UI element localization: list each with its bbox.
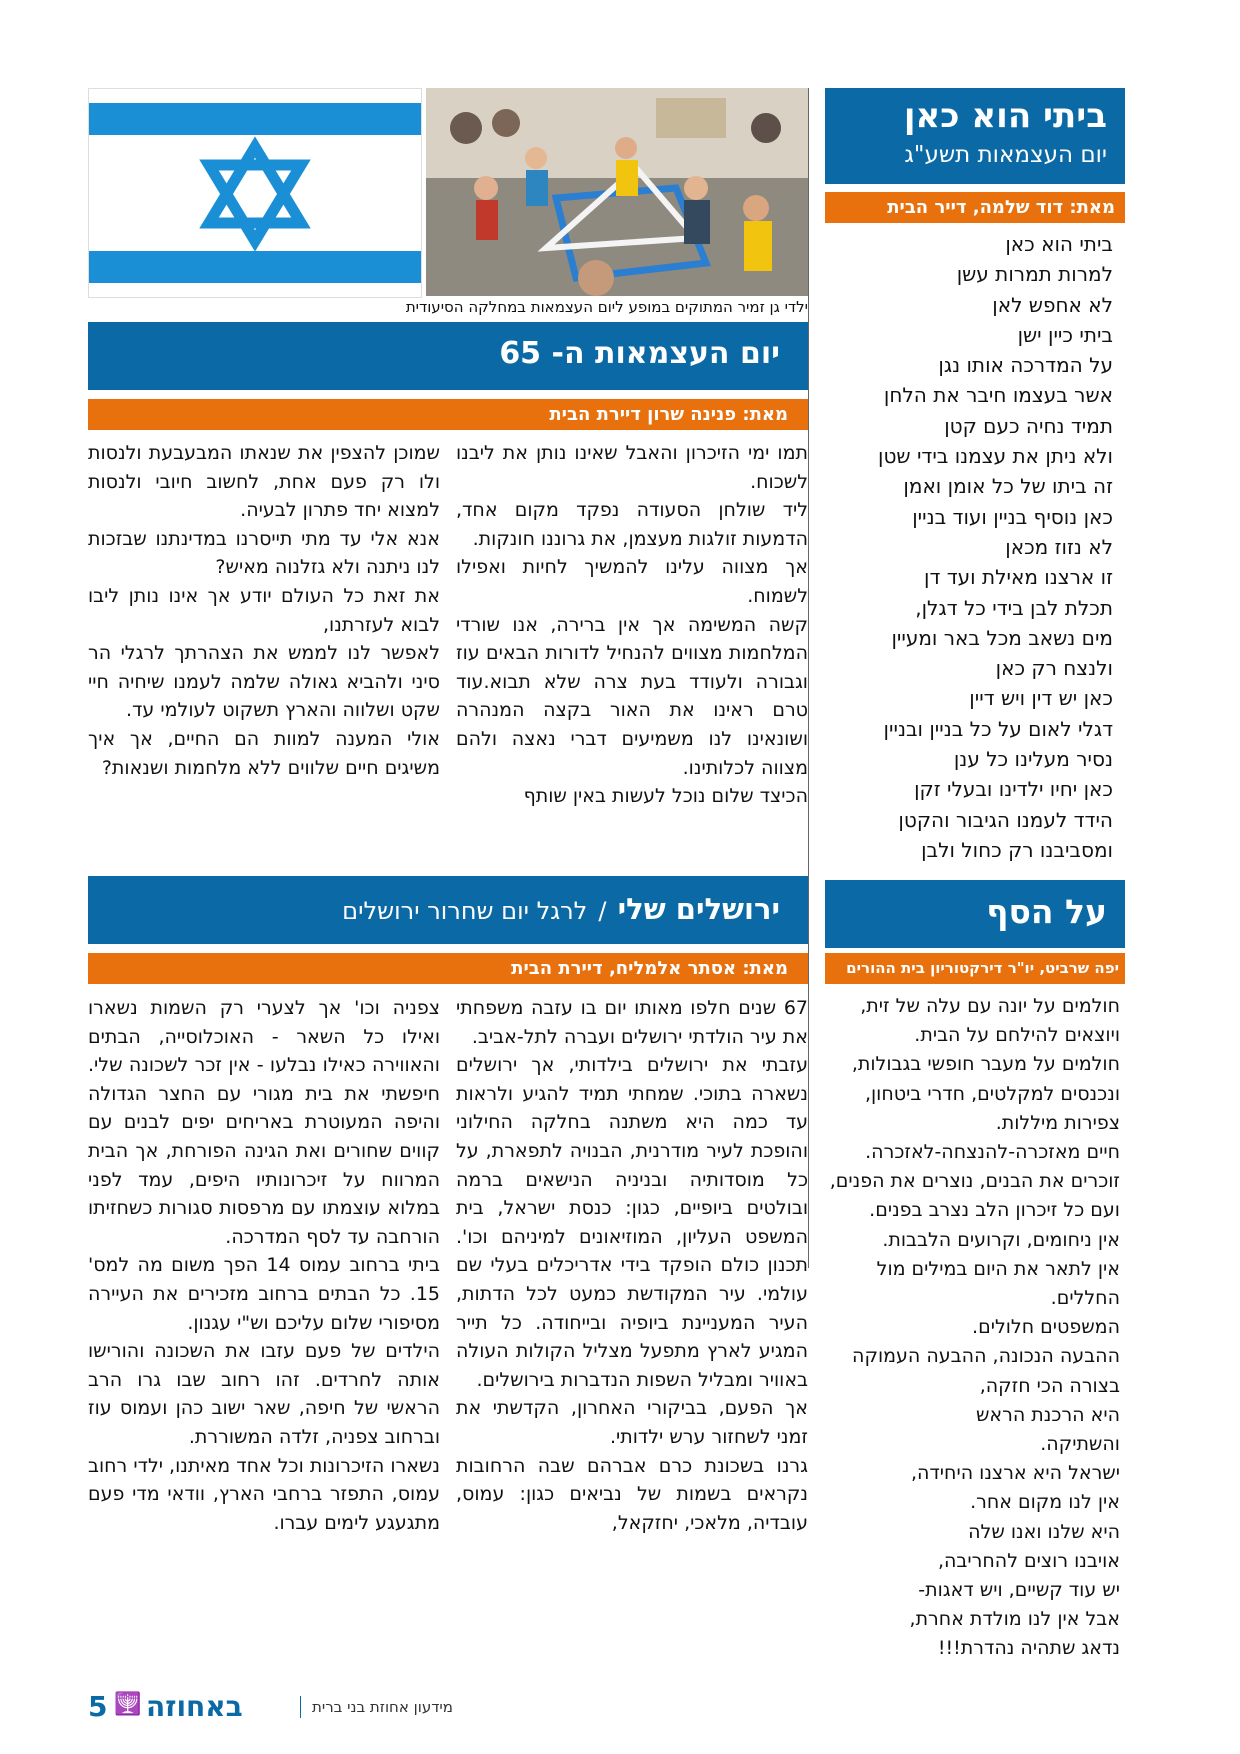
poem-line: ויוצאים להילחם על הבית. [914, 1024, 1120, 1047]
article2-column-left [88, 994, 440, 1537]
poem-line: דגלי לאום על כל בניין ובניין [883, 716, 1113, 741]
article2-header [88, 876, 808, 944]
poem-line: זה ביתו של כל אומן ואמן [903, 474, 1113, 499]
poem-line: כאן יש דין ויש דיין [969, 686, 1113, 711]
poem-line: לא נזוז מכאן [1005, 534, 1113, 559]
israel-flag [88, 88, 422, 298]
article1-column-right [456, 439, 808, 811]
poem-line: לא אחפש לאן [992, 292, 1113, 317]
article2-title: ירושלים שלי [617, 892, 780, 926]
sidebar-top-byline: מאת: דוד שלמה, דייר הבית [825, 192, 1125, 223]
sidebar-top-title: ביתי הוא כאן [903, 96, 1107, 136]
poem-line: יש עוד קשיים, ויש דאגות- [918, 1579, 1120, 1602]
poem-line: צפירות מיללות. [995, 1111, 1120, 1134]
sidebar-bottom-title: על הסף [986, 892, 1107, 931]
poem-line: מים נשאב מכל באר ומעיין [891, 625, 1113, 650]
poem-line: חולמים על יונה עם עלה של זית, [860, 995, 1120, 1017]
poem-line: ולנצח רק כאן [995, 656, 1113, 681]
article1-header [88, 322, 808, 390]
sidebar-bottom-byline: יפה שרביט, יו"ר דירקטוריון בית ההורים [825, 953, 1125, 984]
sidebar-top-header [825, 88, 1125, 184]
poem-line: חולמים על מעבר חופשי בגבולות, [851, 1053, 1120, 1076]
footer [88, 1690, 588, 1724]
article1-title: יום העצמאות ה- 65 [499, 336, 780, 371]
poem-line: נדאג שתהיה נהדרת!!! [937, 1637, 1120, 1660]
menorah-icon: 🕎 [114, 1692, 142, 1717]
article1-byline: מאת: פנינה שרון דיירת הבית [88, 399, 808, 430]
poem-line: ועם כל זיכרון הלב נצרב בפנים. [869, 1199, 1120, 1222]
article-paragraph: ביתי ברחוב עמוס 14 הפך משום מה למס' 15. כל הבתים ברחוב מזכירים את העיירה מסיפורי שלום עליכם וש"י עגנון. [88, 1254, 440, 1334]
poem-line: זו ארצנו מאילת ועד דן [924, 565, 1113, 590]
poem-line: ביתי הוא כאן [1005, 232, 1113, 256]
poem-line: אין ניחומים, וקרועים הלבבות. [882, 1228, 1120, 1251]
poem-line: אשר בעצמו חיבר את הלחן [883, 383, 1113, 408]
footer-divider [300, 1696, 301, 1718]
article1-column-left [88, 439, 440, 782]
article-paragraph: אך הפעם, בביקורי האחרון, הקדשתי את זמני לשחזור ערש ילדותי. [456, 1397, 808, 1448]
poem-line: היא שלנו ואנו שלה [968, 1520, 1120, 1543]
footer-brand: באחוזה [146, 1690, 243, 1723]
poem-line: חיים מאזכרה-להנצחה-לאזכרה. [865, 1141, 1120, 1164]
article-paragraph: נשארו הזיכרונות וכל אחד מאיתנו, ילדי רחוב עמוס, התפזר ברחבי הארץ, וודאי מדי פעם מתגעגע לימים עברו. [87, 1454, 440, 1534]
article-paragraph: גרנו בשכונת כרם אברהם שבה הרחובות נקראים בשמות של נביאים כגון: עמוס, עובדיה, מלאכי, יחזקאל, [456, 1454, 808, 1534]
article-paragraph: אך מצווה עלינו להמשיך לחיות ואפילו לשמוח. [456, 556, 808, 607]
sidebar-top-poem [830, 229, 1113, 865]
poem-line: תמיד נחיה כעם קטן [944, 413, 1113, 438]
poem-line: והשתיקה. [1040, 1433, 1120, 1456]
article-paragraph: ליד שולחן הסעודה נפקד מקום אחד, הדמעות זולגות מעצמן, את גרוננו חונקות. [456, 499, 808, 550]
article2-subtitle: לרגל יום שחרור ירושלים [342, 897, 588, 925]
star-of-david-icon [209, 147, 301, 241]
poem-line: כאן יחיו ילדינו ובעלי זקן [914, 777, 1113, 802]
article2-heading [342, 892, 780, 926]
article-paragraph: עזבתי את ירושלים בילדותי, אך ירושלים נשארה בתוכי. שמחתי תמיד להגיע ולראות עד כמה היא משתנה בחלקה החילוני והופכת לעיר מודרנית, הבנויה לתפארת, על כל מוסדותיה ובניניה הנישאים ברמה ובולטים ביופיים, כגון: כנסת ישראל, בית המשפט העליון, המוזיאונים למיניהם וכו'. תכנון כולם הופקד בידי אדריכלים בעלי שם עולמי. עיר המקודשת כמעט לכל הדתות, העיר המעניינת ביופיה ובייחודה. כל תייר המגיע לארץ מתפעל מצליל הקולות העולה באוויר ומבליל השפות הנדברות בירושלים. [456, 1054, 808, 1391]
footer-tagline: מידעון אחוזת בני ברית [312, 1698, 453, 1716]
poem-line: ומסביבנו רק כחול ולבן [921, 837, 1113, 862]
poem-line: אבל אין לנו מולדת אחרת, [909, 1608, 1120, 1631]
poem-line: נסיר מעלינו כל ענן [953, 747, 1113, 772]
article2-separator: / [598, 897, 607, 925]
article-paragraph: צפניה וכו' אך לצערי רק השמות נשארו ואילו כל השאר - האוכלוסייה, הבתים והאווירה כאילו נבלעו - אין זכר לשכונה שלי. חיפשתי את בית מגורי עם החצר הגדולה והיפה המעוטרת באריחים יפים לבנים עם קווים שחורים ואת הגינה הפורחת, אך הבית המרווח על זיכרונותיו היפים, עמד לפני במלוא עוצמתו עם מרפסות סגורות כשחזיתו הורחבה עד לסף המדרכה. [88, 997, 440, 1248]
article2-byline: מאת: אסתר אלמליח, דיירת הבית [88, 953, 808, 984]
article-paragraph: הכיצד שלום נוכל לעשות באין שותף [523, 785, 808, 808]
poem-line: אין לתאר את היום במילים מול החללים. [876, 1257, 1120, 1310]
poem-line: ולא ניתן את עצמנו בידי שטן [878, 444, 1113, 469]
article2-column-right [456, 994, 808, 1537]
poem-line: ביתי כיין ישן [1017, 322, 1113, 347]
poem-line: בצורה הכי חזקה, [979, 1374, 1120, 1397]
article-paragraph: את זאת כל העולם יודע אך אינו נותן ליבו לבוא לעזרתנו, [88, 584, 440, 636]
poem-line: כאן נוסיף בניין ועוד בניין [912, 504, 1113, 529]
sidebar-bottom-poem [828, 992, 1120, 1664]
poem-line: אין לנו מקום אחר. [970, 1491, 1120, 1514]
poem-line: אויבנו רוצים להחריבה, [937, 1549, 1120, 1572]
sidebar-top-subtitle: יום העצמאות תשע"ג [904, 142, 1107, 168]
poem-line: זוכרים את הבנים, נוצרים את הפנים, [829, 1170, 1120, 1193]
article-paragraph: שמוכן להצפין את שנאתו המבעבעת ולנסות ולו רק פעם אחת, לחשוב חיובי ולנסות למצוא יחד פתרון לבעיה. [88, 442, 440, 522]
article-paragraph: אנא אלי עד מתי תייסרנו במדינתנו שבזכות לנו ניתנה ולא גזלנוה מאיש? [88, 527, 440, 579]
poem-line: היא הרכנת הראש [975, 1403, 1120, 1426]
poem-line: הידד לעמנו הגיבור והקטן [898, 807, 1113, 832]
column-divider [808, 88, 809, 1268]
photo-caption: ילדי גן זמיר המתוקים במופע ליום העצמאות במחלקה הסיעודית [405, 298, 808, 316]
article-paragraph: תמו ימי הזיכרון והאבל שאינו נותן את ליבנו לשכוח. [456, 442, 808, 493]
flag-graphic [89, 89, 421, 297]
poem-line: ההבעה הנכונה, ההבעה העמוקה [852, 1345, 1120, 1368]
poem-line: על המדרכה אותו נגן [938, 353, 1113, 378]
event-photo [426, 88, 808, 296]
sidebar-bottom-header [825, 880, 1125, 948]
poem-line: המשפטים חלולים. [972, 1316, 1120, 1339]
article-paragraph: 67 שנים חלפו מאותו יום בו עזבה משפחתי את עיר הולדתי ירושלים ועברה לתל-אביב. [456, 997, 808, 1048]
poem-line: ונכנסים למקלטים, חדרי ביטחון, [864, 1082, 1120, 1105]
article-paragraph: קשה המשימה אך אין ברירה, אנו שורדי המלחמות מצווים להנחיל לדורות הבאים עוז וגבורה ולעודד בעת צרה שלא תבוא.עוד טרם ראינו את האור בקצה המנהרה ושונאינו לנו משמיעים דברי נאצה ולהם מצווה לכלותינו. [456, 613, 808, 779]
page-number: 5 [88, 1690, 108, 1723]
article-paragraph: לאפשר לנו לממש את הצהרתך לרגלי הר סיני ולהביא גאולה שלמה לעמנו שיחיה חיי שקט ושלווה והארץ תשקוט לעולמי עד. [88, 642, 440, 722]
poem-line: למרות תמרות עשן [956, 262, 1113, 287]
poem-line: ישראל היא ארצנו היחידה, [910, 1462, 1120, 1485]
article-paragraph: אולי המענה למוות הם החיים, אך איך משיגים חיים שלווים ללא מלחמות ושנאות? [88, 727, 440, 779]
poem-line: תכלת לבן בידי כל דגלן, [915, 595, 1113, 620]
article-paragraph: הילדים של פעם עזבו את השכונה והורישו אותה לחרדים. זהו רחוב שבו גרו הרב הראשי של חיפה, שאר ישוב כהן ועמוס עוז וברחוב צפניה, זלדה המשוררת. [88, 1340, 440, 1448]
